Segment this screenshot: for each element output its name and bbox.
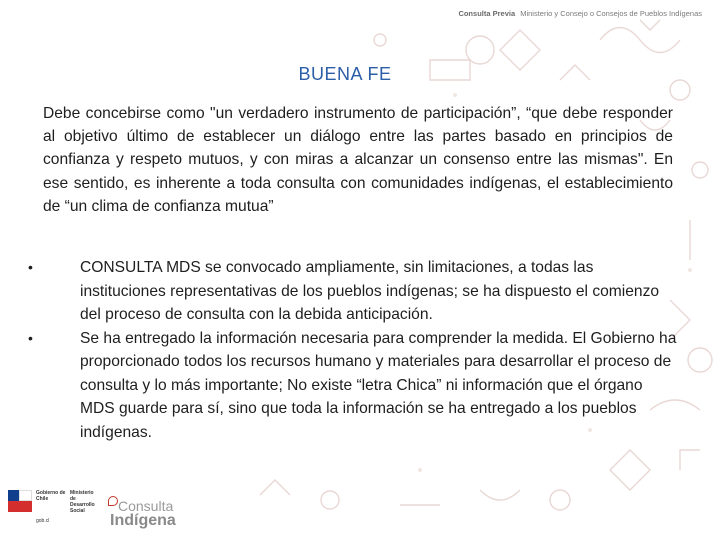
gov-site: gob.cl	[36, 518, 50, 524]
bullet-item	[28, 327, 678, 445]
consulta-indigena-logo	[108, 490, 188, 536]
header-brand-strong: Consulta Previa	[458, 9, 516, 18]
footer	[0, 488, 720, 540]
gov-label	[36, 490, 66, 524]
bullet-dot-icon: •	[28, 259, 33, 275]
bullet-item	[28, 256, 678, 327]
government-logo	[8, 490, 108, 538]
consulta-mark-icon	[108, 496, 118, 506]
header-brand-text: Ministerio y Consejo o Consejos de Pueblos Indígenas	[520, 9, 702, 18]
bullet-dot-icon: •	[28, 329, 33, 346]
ministry-label: Ministerio de Desarrollo Social	[70, 490, 95, 514]
header-brand	[458, 9, 702, 18]
bullet-text: Se ha entregado la información necesaria para comprender la medida. El Gobierno ha proporcionado todos los recursos humano y materiales para desarrollar el proceso de consulta y lo más importante; No existe “letra Chica” ni información que el órgano MDS guarde para sí, sino que toda la información se ha entregado a los pueblos indígenas.	[80, 329, 677, 441]
indigena-word: Indígena	[110, 512, 176, 529]
gov-label-1: Gobierno de Chile	[36, 490, 66, 502]
bullet-text: CONSULTA MDS se convocado ampliamente, sin limitaciones, a todas las instituciones representativas de los pueblos indígenas; se ha dispuesto el comienzo del proceso de consulta con la debida anticipación.	[80, 259, 660, 323]
consulta-word: Consulta	[118, 498, 174, 514]
page-title: BUENA FE	[298, 64, 392, 84]
chile-flag-icon	[8, 490, 32, 534]
intro-paragraph: Debe concebirse como "un verdadero instrumento de participación”, “que debe responder al objetivo último de establecer un diálogo entre las partes basado en principios de confianza y respeto mutuos, y con miras a alcanzar un consenso entre las mismas". En ese sentido, es inherente a toda consulta con comunidades indígenas, el establecimiento de “un clima de confianza mutua”	[43, 105, 673, 215]
bullet-list	[28, 256, 678, 444]
